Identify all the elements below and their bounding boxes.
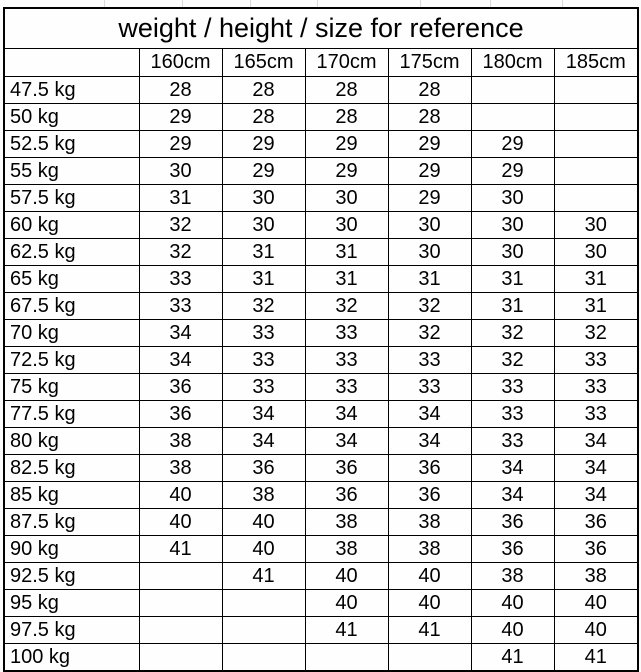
size-cell: 38 <box>222 482 305 509</box>
size-cell <box>305 644 388 672</box>
size-cell: 41 <box>554 644 638 672</box>
size-cell: 29 <box>471 131 554 158</box>
size-cell <box>554 131 638 158</box>
size-cell: 41 <box>305 617 388 644</box>
size-cell: 34 <box>388 401 471 428</box>
size-cell: 40 <box>222 536 305 563</box>
weight-label: 75 kg <box>4 374 139 401</box>
column-header-185cm: 185cm <box>554 49 638 77</box>
table-row <box>4 131 638 158</box>
size-cell: 36 <box>305 455 388 482</box>
size-cell: 34 <box>305 401 388 428</box>
size-cell: 30 <box>554 239 638 266</box>
size-cell: 40 <box>471 590 554 617</box>
corner-cell <box>4 49 139 77</box>
size-cell <box>388 644 471 672</box>
column-header-160cm: 160cm <box>139 49 222 77</box>
table-row <box>4 374 638 401</box>
size-cell: 29 <box>139 104 222 131</box>
size-cell: 38 <box>471 563 554 590</box>
size-cell: 34 <box>222 428 305 455</box>
table-row <box>4 347 638 374</box>
size-cell: 33 <box>471 374 554 401</box>
size-cell: 29 <box>222 131 305 158</box>
size-cell: 33 <box>139 293 222 320</box>
size-cell: 30 <box>305 185 388 212</box>
size-cell: 30 <box>554 212 638 239</box>
size-cell: 38 <box>139 455 222 482</box>
size-cell: 30 <box>305 212 388 239</box>
size-cell <box>554 104 638 131</box>
weight-label: 47.5 kg <box>4 77 139 104</box>
gridline-stub <box>104 0 105 7</box>
table-row <box>4 158 638 185</box>
size-cell: 40 <box>139 509 222 536</box>
size-cell: 29 <box>305 158 388 185</box>
weight-label: 50 kg <box>4 104 139 131</box>
size-cell: 33 <box>305 320 388 347</box>
size-cell: 36 <box>471 509 554 536</box>
size-cell: 34 <box>554 482 638 509</box>
size-cell: 31 <box>305 239 388 266</box>
size-cell: 30 <box>471 185 554 212</box>
size-cell: 40 <box>388 563 471 590</box>
size-cell: 41 <box>222 563 305 590</box>
size-cell: 32 <box>222 293 305 320</box>
size-cell: 41 <box>471 644 554 672</box>
size-cell: 31 <box>388 266 471 293</box>
size-cell: 40 <box>305 563 388 590</box>
size-cell: 28 <box>388 77 471 104</box>
table-row <box>4 482 638 509</box>
size-cell <box>222 590 305 617</box>
size-cell: 29 <box>471 158 554 185</box>
size-cell: 32 <box>305 293 388 320</box>
size-cell: 33 <box>388 347 471 374</box>
weight-label: 57.5 kg <box>4 185 139 212</box>
size-cell: 31 <box>222 266 305 293</box>
table-row <box>4 509 638 536</box>
size-cell: 36 <box>554 536 638 563</box>
gridline-stub <box>420 0 421 7</box>
header-row <box>4 49 638 77</box>
size-cell: 32 <box>139 239 222 266</box>
table-row <box>4 320 638 347</box>
size-cell: 41 <box>139 536 222 563</box>
size-cell: 32 <box>388 293 471 320</box>
size-reference-table <box>3 7 639 672</box>
size-cell: 28 <box>305 104 388 131</box>
size-cell: 31 <box>222 239 305 266</box>
weight-label: 55 kg <box>4 158 139 185</box>
size-cell: 34 <box>139 347 222 374</box>
size-cell: 33 <box>554 374 638 401</box>
weight-label: 65 kg <box>4 266 139 293</box>
weight-label: 87.5 kg <box>4 509 139 536</box>
title-row <box>4 8 638 49</box>
size-cell: 28 <box>388 104 471 131</box>
size-cell: 34 <box>222 401 305 428</box>
weight-label: 67.5 kg <box>4 293 139 320</box>
size-cell: 33 <box>222 347 305 374</box>
size-cell: 36 <box>139 374 222 401</box>
size-cell: 33 <box>554 347 638 374</box>
size-cell: 34 <box>471 455 554 482</box>
size-cell <box>554 77 638 104</box>
size-cell: 40 <box>139 482 222 509</box>
table-row <box>4 293 638 320</box>
size-cell: 31 <box>139 185 222 212</box>
size-cell: 28 <box>222 77 305 104</box>
weight-label: 62.5 kg <box>4 239 139 266</box>
size-cell: 30 <box>222 212 305 239</box>
size-cell: 36 <box>388 455 471 482</box>
size-cell: 33 <box>305 347 388 374</box>
gridline-stub <box>182 0 183 7</box>
size-cell: 33 <box>305 374 388 401</box>
size-cell <box>222 617 305 644</box>
size-cell: 29 <box>388 158 471 185</box>
weight-label: 52.5 kg <box>4 131 139 158</box>
table-row <box>4 590 638 617</box>
size-cell: 32 <box>471 320 554 347</box>
size-cell: 30 <box>388 239 471 266</box>
size-cell: 41 <box>388 617 471 644</box>
size-cell: 33 <box>554 401 638 428</box>
size-cell: 36 <box>139 401 222 428</box>
column-header-180cm: 180cm <box>471 49 554 77</box>
size-cell: 34 <box>554 428 638 455</box>
size-cell: 36 <box>471 536 554 563</box>
table-row <box>4 266 638 293</box>
size-cell <box>471 77 554 104</box>
size-cell: 33 <box>471 428 554 455</box>
size-cell <box>139 644 222 672</box>
size-cell: 36 <box>554 509 638 536</box>
size-cell: 33 <box>222 320 305 347</box>
size-cell: 33 <box>222 374 305 401</box>
table-row <box>4 77 638 104</box>
size-cell: 28 <box>222 104 305 131</box>
column-header-175cm: 175cm <box>388 49 471 77</box>
size-cell: 38 <box>554 563 638 590</box>
weight-label: 100 kg <box>4 644 139 672</box>
size-cell: 38 <box>388 536 471 563</box>
gridline-stub <box>490 0 491 7</box>
size-cell: 36 <box>388 482 471 509</box>
table-row <box>4 212 638 239</box>
size-cell: 32 <box>471 347 554 374</box>
size-cell: 34 <box>388 428 471 455</box>
gridline-stub <box>562 0 563 7</box>
size-cell <box>222 644 305 672</box>
size-cell <box>554 185 638 212</box>
size-cell: 34 <box>305 428 388 455</box>
size-cell: 31 <box>554 266 638 293</box>
size-cell: 32 <box>139 212 222 239</box>
weight-label: 70 kg <box>4 320 139 347</box>
table-row <box>4 644 638 672</box>
size-cell: 31 <box>305 266 388 293</box>
gridline-stub <box>317 0 318 7</box>
weight-label: 72.5 kg <box>4 347 139 374</box>
size-cell <box>471 104 554 131</box>
size-cell: 28 <box>305 77 388 104</box>
size-cell: 30 <box>471 239 554 266</box>
weight-label: 60 kg <box>4 212 139 239</box>
size-cell <box>139 563 222 590</box>
size-cell: 34 <box>139 320 222 347</box>
size-cell: 33 <box>139 266 222 293</box>
size-cell: 29 <box>388 185 471 212</box>
size-cell: 31 <box>471 266 554 293</box>
weight-label: 90 kg <box>4 536 139 563</box>
size-cell: 29 <box>305 131 388 158</box>
gridline-stub <box>250 0 251 7</box>
table-row <box>4 104 638 131</box>
size-cell: 34 <box>554 455 638 482</box>
size-cell: 33 <box>388 374 471 401</box>
table-row <box>4 617 638 644</box>
size-cell: 38 <box>305 509 388 536</box>
size-cell: 30 <box>388 212 471 239</box>
table-row <box>4 239 638 266</box>
size-cell <box>139 617 222 644</box>
size-cell: 33 <box>471 401 554 428</box>
size-cell: 29 <box>222 158 305 185</box>
size-cell: 40 <box>554 590 638 617</box>
table-row <box>4 563 638 590</box>
column-header-170cm: 170cm <box>305 49 388 77</box>
size-cell: 32 <box>554 320 638 347</box>
weight-label: 85 kg <box>4 482 139 509</box>
size-cell: 28 <box>139 77 222 104</box>
weight-label: 97.5 kg <box>4 617 139 644</box>
size-cell: 34 <box>471 482 554 509</box>
size-cell: 38 <box>388 509 471 536</box>
size-cell: 30 <box>471 212 554 239</box>
table-row <box>4 401 638 428</box>
size-cell: 36 <box>305 482 388 509</box>
size-cell: 40 <box>554 617 638 644</box>
size-cell: 29 <box>388 131 471 158</box>
size-cell <box>139 590 222 617</box>
size-cell: 30 <box>139 158 222 185</box>
weight-label: 77.5 kg <box>4 401 139 428</box>
size-cell: 40 <box>305 590 388 617</box>
table-row <box>4 536 638 563</box>
size-cell: 31 <box>554 293 638 320</box>
size-cell: 40 <box>471 617 554 644</box>
table-row <box>4 185 638 212</box>
size-cell: 29 <box>139 131 222 158</box>
weight-label: 92.5 kg <box>4 563 139 590</box>
weight-label: 82.5 kg <box>4 455 139 482</box>
weight-label: 80 kg <box>4 428 139 455</box>
weight-label: 95 kg <box>4 590 139 617</box>
table-body <box>4 77 638 672</box>
table-row <box>4 455 638 482</box>
size-cell: 32 <box>388 320 471 347</box>
table-row <box>4 428 638 455</box>
table-title: weight / height / size for reference <box>4 8 638 49</box>
size-cell: 40 <box>388 590 471 617</box>
size-cell: 38 <box>305 536 388 563</box>
size-cell: 30 <box>222 185 305 212</box>
size-cell: 38 <box>139 428 222 455</box>
size-cell: 31 <box>471 293 554 320</box>
size-cell: 40 <box>222 509 305 536</box>
size-cell <box>554 158 638 185</box>
column-header-165cm: 165cm <box>222 49 305 77</box>
size-cell: 36 <box>222 455 305 482</box>
